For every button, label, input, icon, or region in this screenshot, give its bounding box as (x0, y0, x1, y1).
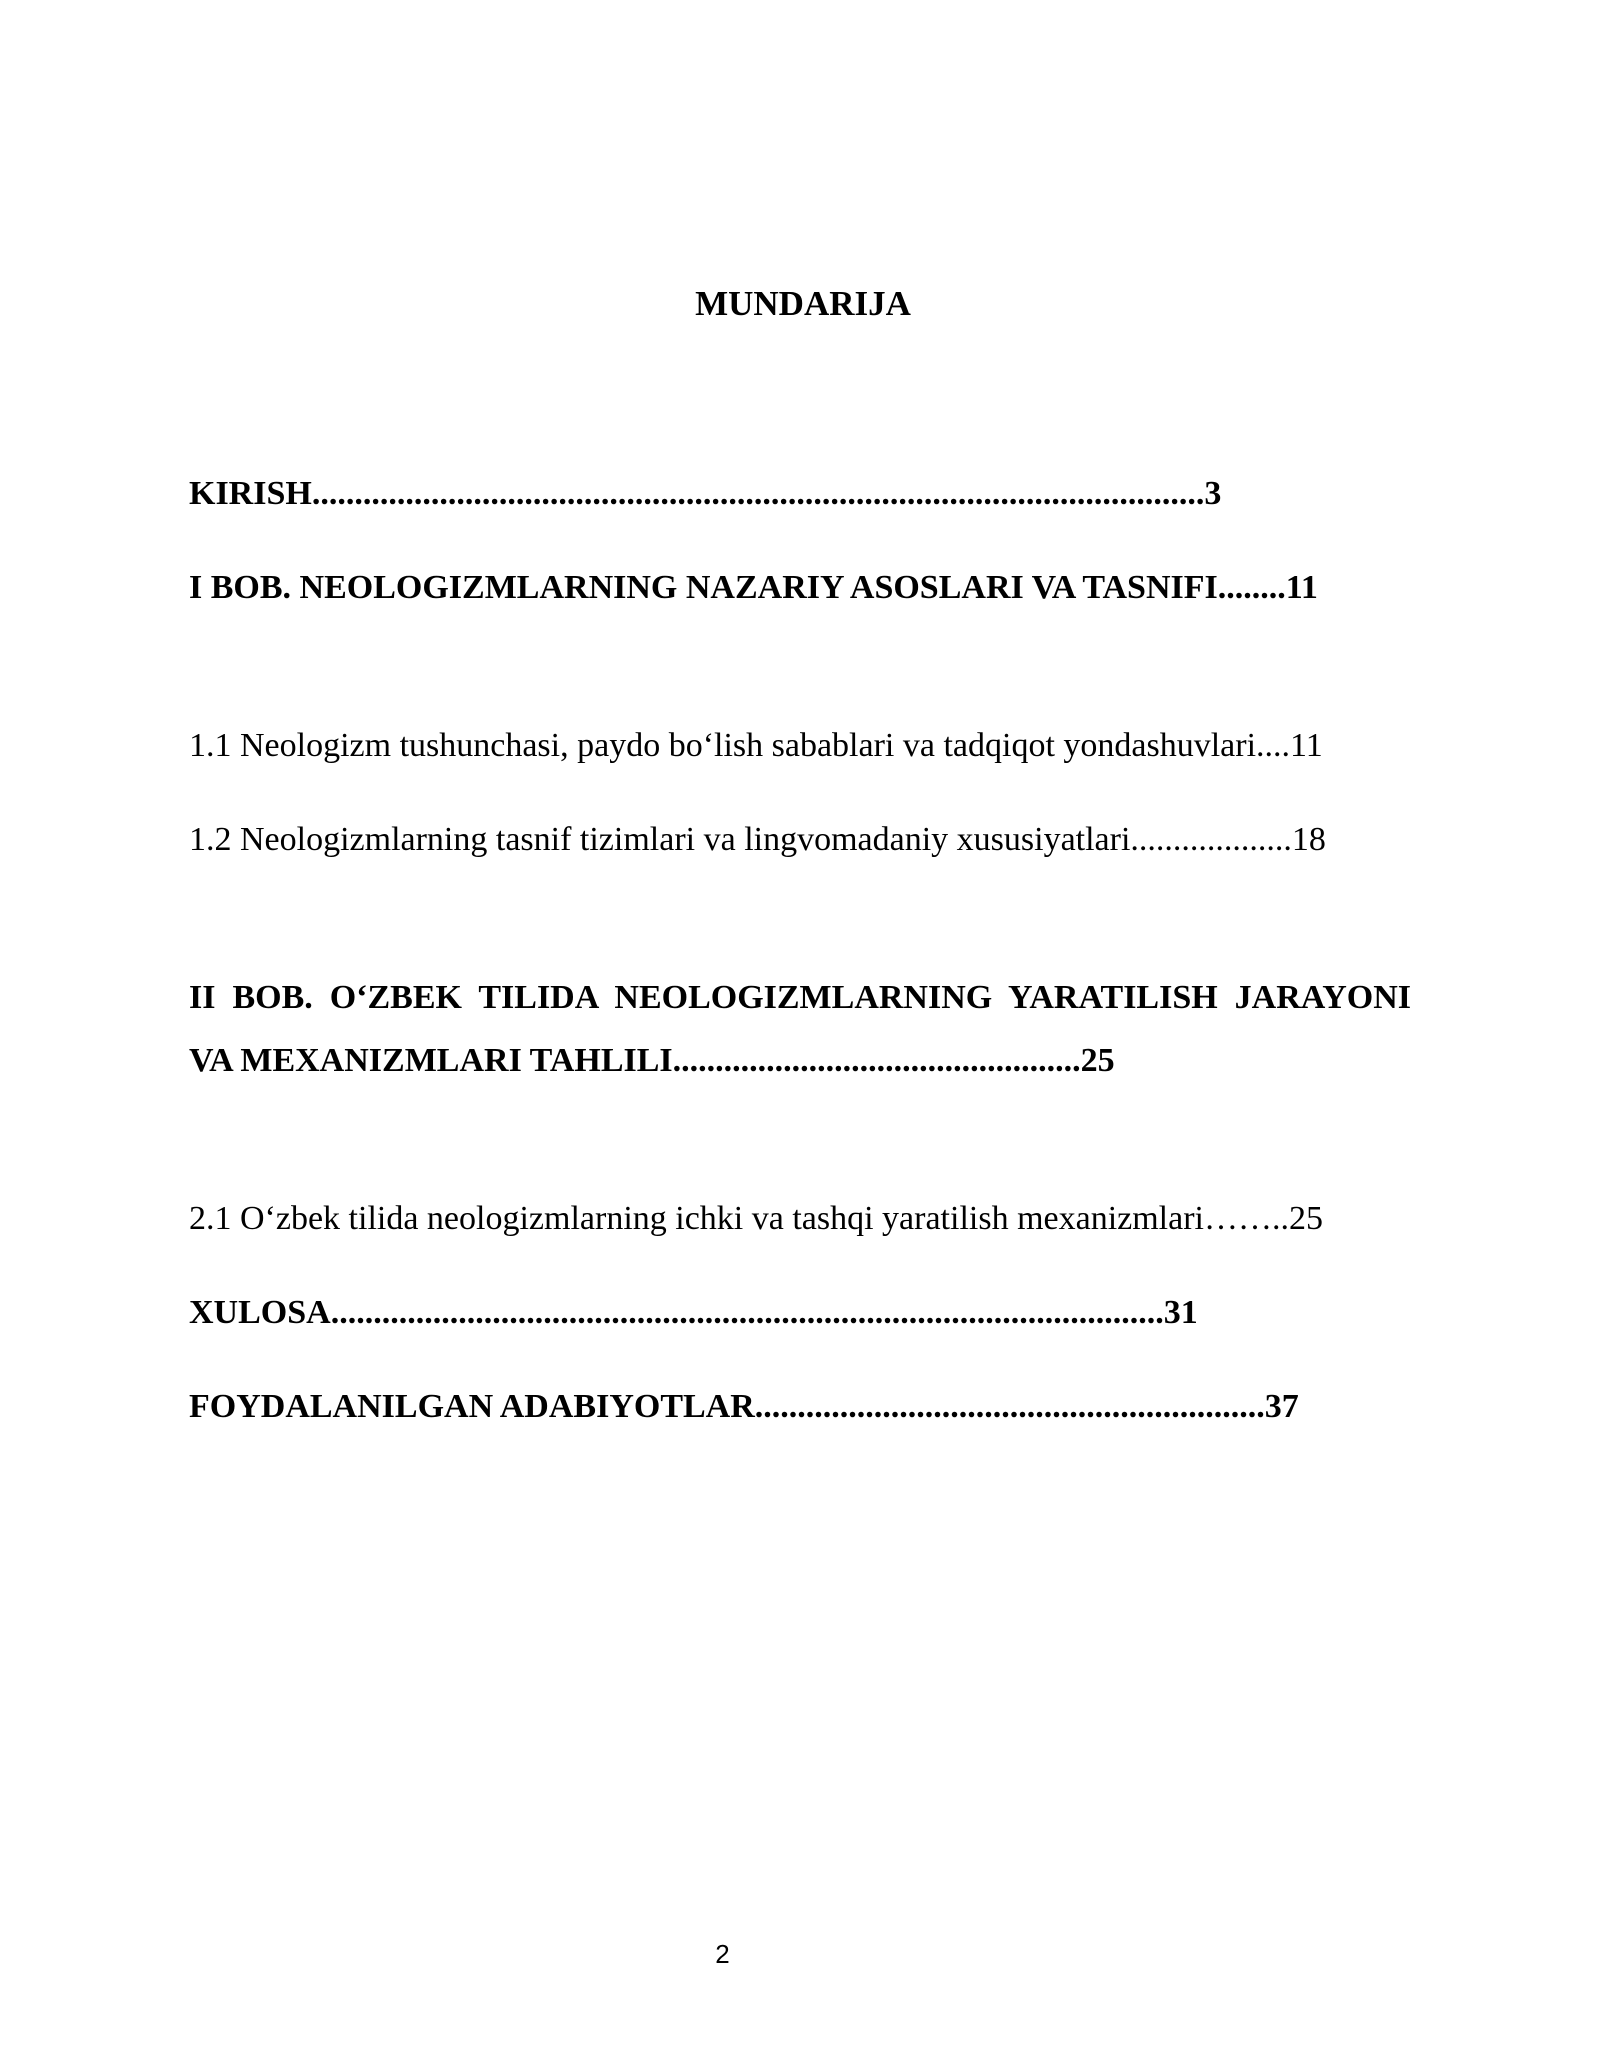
page-number: 2 (715, 1939, 730, 1969)
toc-entry-section-2-1: 2.1 O‘zbek tilida neologizmlarning ichki va tashqi yaratilish mexanizmlari……..25 (189, 1200, 1323, 1237)
toc-entry-bibliography: FOYDALANILGAN ADABIYOTLAR............................................................37 (189, 1388, 1299, 1425)
toc-entry-section-1-2: 1.2 Neologizmlarning tasnif tizimlari va lingvomadaniy xususiyatlari...................18 (189, 821, 1326, 858)
toc-entry-xulosa: XULOSA..................................................................................................31 (189, 1294, 1198, 1331)
toc-entry-chapter-2: II BOB. O‘ZBEK TILIDA NEOLOGIZMLARNING YARATILISH JARAYONI VA MEXANIZMLARI TAHLILI................................................25 (189, 979, 1411, 1079)
toc-entry-section-1-1: 1.1 Neologizm tushunchasi, paydo bo‘lish sabablari va tadqiqot yondashuvlari....11 (189, 727, 1323, 764)
toc-title (0, 282, 1600, 326)
toc-title-text: MUNDARIJA (695, 284, 911, 323)
toc-entry-kirish: KIRISH.........................................................................................................3 (189, 475, 1222, 512)
toc-entry-chapter-1: I BOB. NEOLOGIZMLARNING NAZARIY ASOSLARI VA TASNIFI........11 (189, 569, 1318, 606)
